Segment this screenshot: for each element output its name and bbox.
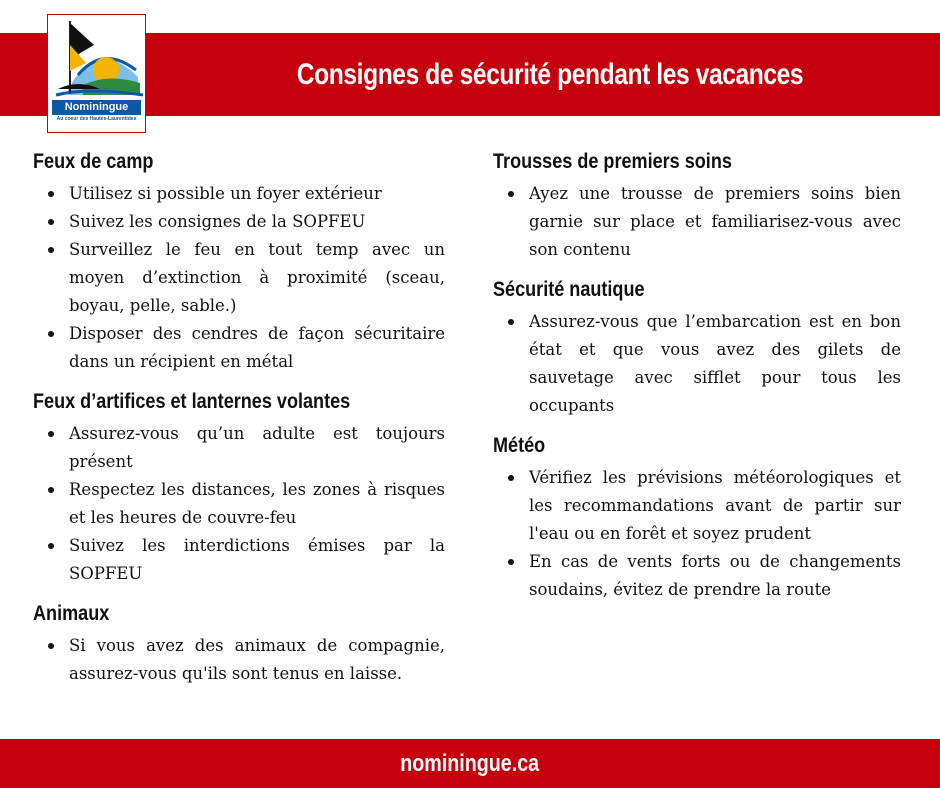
page-title: Consignes de sécurité pendant les vacances bbox=[296, 57, 804, 91]
section-heading: Trousses de premiers soins bbox=[493, 150, 732, 173]
nominingue-logo bbox=[47, 14, 146, 133]
list-item: Ayez une trousse de premiers soins bien garnie sur place et familiarisez-vous avec son contenu bbox=[529, 180, 901, 264]
bullet-list bbox=[493, 308, 901, 420]
list-item: En cas de vents forts ou de changements soudains, évitez de prendre la route bbox=[529, 548, 901, 604]
section-heading: Météo bbox=[493, 434, 546, 457]
section-feux-de-camp bbox=[33, 150, 445, 376]
left-column bbox=[33, 150, 445, 702]
bullet-list bbox=[493, 464, 901, 604]
logo-tagline: Au coeur des Hautes-Laurentides bbox=[56, 116, 137, 122]
list-item: Suivez les consignes de la SOPFEU bbox=[69, 208, 445, 236]
section-heading: Feux d’artifices et lanternes volantes bbox=[33, 390, 351, 413]
footer-banner bbox=[0, 739, 940, 788]
section-trousses-de-premiers-soins bbox=[493, 150, 901, 264]
section-animaux bbox=[33, 602, 445, 688]
section-securite-nautique bbox=[493, 278, 901, 420]
right-column bbox=[493, 150, 901, 618]
logo-emblem-icon bbox=[48, 15, 145, 99]
section-feux-d-artifices-et-lanternes-volantes bbox=[33, 390, 445, 588]
list-item: Suivez les interdictions émises par la SOPFEU bbox=[69, 532, 445, 588]
list-item: Assurez-vous qu’un adulte est toujours présent bbox=[69, 420, 445, 476]
list-item: Si vous avez des animaux de compagnie, assurez-vous qu'ils sont tenus en laisse. bbox=[69, 632, 445, 688]
bullet-list bbox=[493, 180, 901, 264]
list-item: Utilisez si possible un foyer extérieur bbox=[69, 180, 445, 208]
list-item: Surveillez le feu en tout temp avec un moyen d’extinction à proximité (sceau, boyau, pelle, sable.) bbox=[69, 236, 445, 320]
section-heading: Animaux bbox=[33, 602, 110, 625]
logo-name: Nominingue bbox=[52, 100, 141, 115]
list-item: Disposer des cendres de façon sécuritaire dans un récipient en métal bbox=[69, 320, 445, 376]
list-item: Vérifiez les prévisions météorologiques et les recommandations avant de partir sur l'eau ou en forêt et soyez prudent bbox=[529, 464, 901, 548]
bullet-list bbox=[33, 632, 445, 688]
bullet-list bbox=[33, 420, 445, 588]
list-item: Assurez-vous que l’embarcation est en bon état et que vous avez des gilets de sauvetage avec sifflet pour tous les occupants bbox=[529, 308, 901, 420]
section-heading: Feux de camp bbox=[33, 150, 154, 173]
section-heading: Sécurité nautique bbox=[493, 278, 645, 301]
list-item: Respectez les distances, les zones à risques et les heures de couvre-feu bbox=[69, 476, 445, 532]
bullet-list bbox=[33, 180, 445, 376]
website-link[interactable]: nominingue.ca bbox=[400, 749, 540, 777]
section-meteo bbox=[493, 434, 901, 604]
